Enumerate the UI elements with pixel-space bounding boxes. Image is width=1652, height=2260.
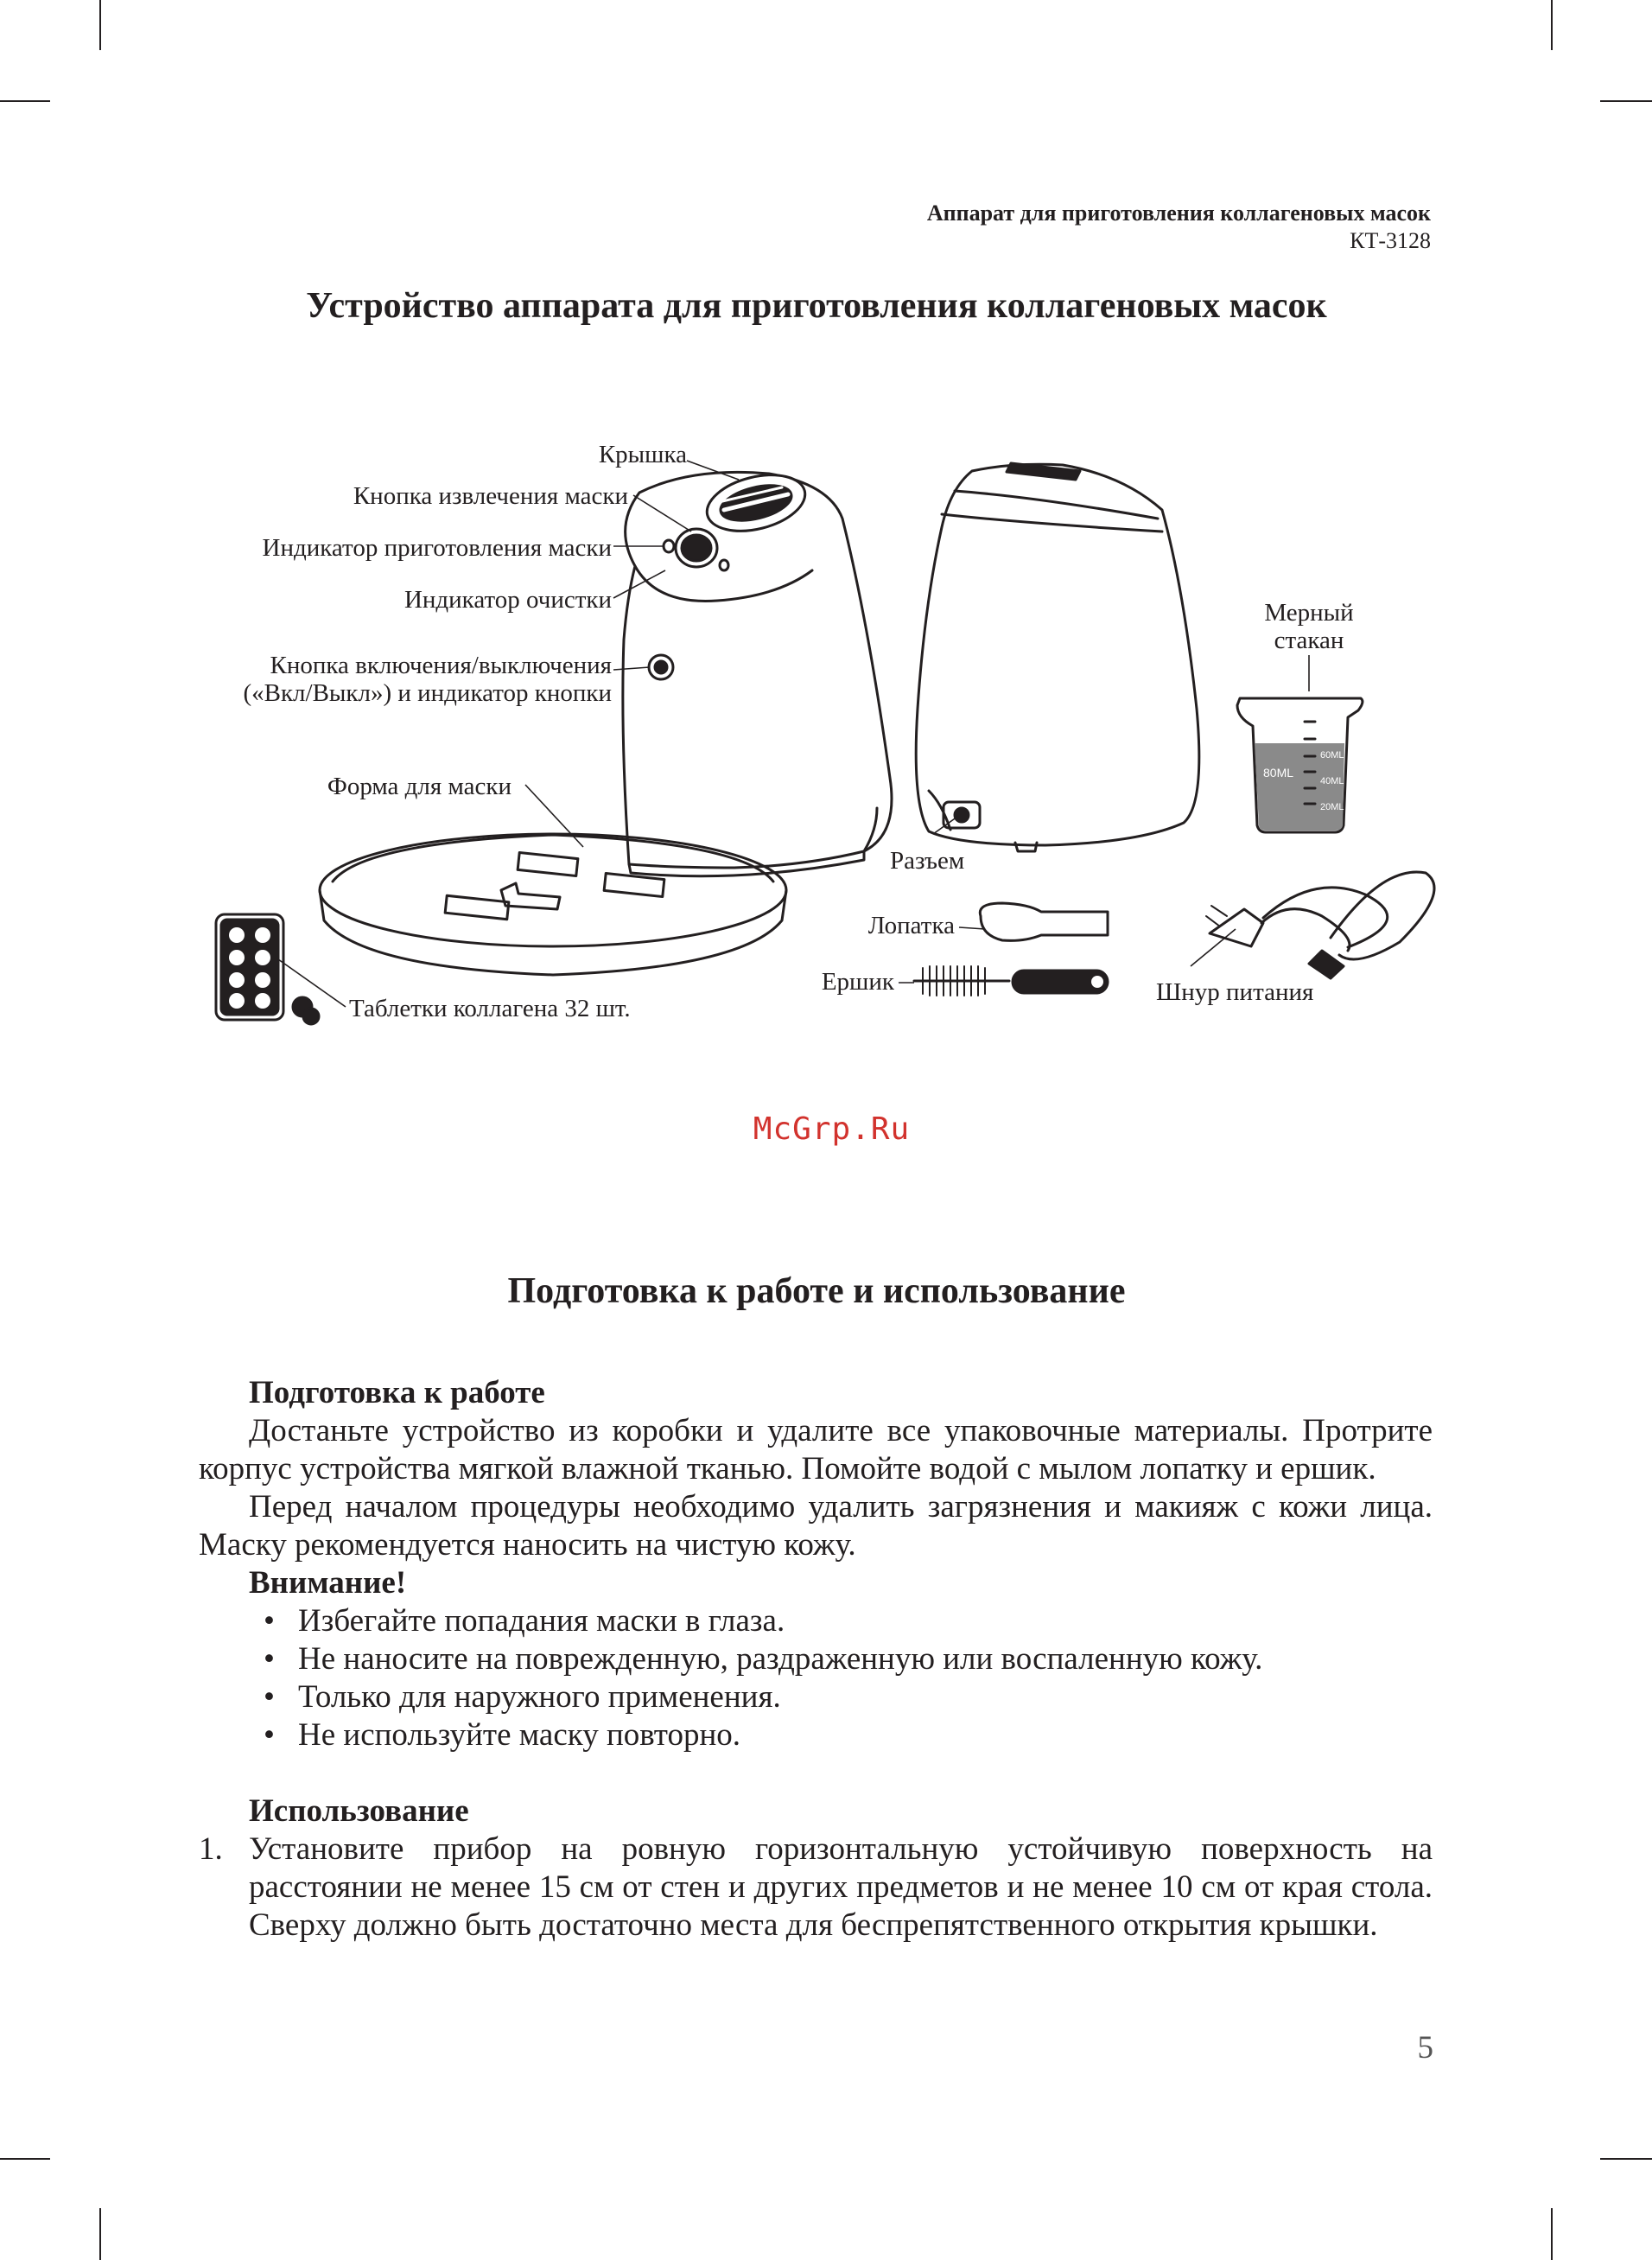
mask-mold-tray — [320, 834, 786, 975]
spatula — [980, 903, 1108, 940]
body-text — [199, 1374, 1433, 1945]
power-cord — [1206, 872, 1434, 978]
device-front-view — [623, 466, 892, 876]
label-measuring-cup-line1: Мерный — [1264, 599, 1354, 627]
label-measuring-cup-line2: стакан — [1274, 627, 1344, 654]
device-diagram — [0, 0, 1652, 1089]
label-mask-ready-indicator: Индикатор приготовления маски — [262, 534, 612, 562]
label-connector: Разъем — [890, 847, 965, 875]
label-mask-eject-button: Кнопка извлечения маски — [353, 482, 628, 510]
warning-list — [199, 1602, 1433, 1754]
cup-mark-40: 40ML — [1320, 776, 1344, 786]
paragraph-preparation-2: Перед началом процедуры необходимо удалить загрязнения и макияж с кожи лица. Маску рекомендуется наносить на чистую кожу. — [199, 1489, 1433, 1563]
section-title-device: Устройство аппарата для приготовления коллагеновых масок — [306, 286, 1327, 326]
page-number: 5 — [1417, 2030, 1433, 2066]
subheading-warning: Внимание! — [249, 1565, 407, 1601]
label-collagen-tablets: Таблетки коллагена 32 шт. — [349, 995, 631, 1022]
warning-item: • Не используйте маску повторно. — [264, 1716, 1433, 1754]
label-spatula: Лопатка — [867, 912, 955, 939]
crop-mark — [99, 2208, 101, 2260]
watermark: McGrp.Ru — [753, 1111, 911, 1147]
cup-mark-20: 20ML — [1320, 802, 1344, 812]
collagen-tablet-pack — [216, 914, 319, 1024]
crop-mark — [1551, 2208, 1553, 2260]
usage-steps — [199, 1830, 1433, 1945]
cup-mark-60: 60ML — [1320, 750, 1344, 761]
usage-step — [199, 1830, 1433, 1945]
paragraph-preparation-1: Достаньте устройство из коробки и удалите все упаковочные материалы. Протрите корпус устройства мягкой влажной тканью. Помойте водой с мылом лопатку и ершик. — [199, 1413, 1433, 1487]
running-header-model: КТ-3128 — [1350, 228, 1431, 253]
label-cleaning-indicator: Индикатор очистки — [403, 586, 612, 614]
crop-mark — [1600, 2158, 1652, 2160]
warning-item: • Не наносите на поврежденную, раздраженную или воспаленную кожу. — [264, 1640, 1433, 1678]
device-back-view — [916, 463, 1199, 851]
label-lid: Крышка — [598, 441, 687, 468]
step-text: Установите прибор на ровную горизонтальную устойчивую поверхность на расстоянии не менее 15 см от стен и других предметов и не менее 10 см от края стола. Сверху должно быть достаточно места для беспрепятственного открытия крышки. — [249, 1831, 1433, 1943]
warning-item: • Избегайте попадания маски в глаза. — [264, 1602, 1433, 1640]
subheading-preparation: Подготовка к работе — [249, 1375, 545, 1410]
step-number: 1. — [199, 1831, 223, 1867]
cup-mark-80: 80ML — [1263, 766, 1294, 780]
warning-item: • Только для наружного применения. — [264, 1678, 1433, 1716]
running-header-title: Аппарат для приготовления коллагеновых масок — [926, 201, 1431, 226]
label-power-button-line2: («Вкл/Выкл») и индикатор кнопки — [243, 679, 612, 707]
section-title-preparation: Подготовка к работе и использование — [507, 1271, 1126, 1311]
label-mask-mold: Форма для маски — [327, 773, 511, 800]
label-power-cord: Шнур питания — [1156, 978, 1314, 1006]
subheading-usage: Использование — [249, 1793, 469, 1829]
label-power-button-line1: Кнопка включения/выключения — [270, 652, 612, 679]
cleaning-brush — [914, 966, 1108, 996]
crop-mark — [0, 2158, 50, 2160]
label-brush: Ершик — [821, 968, 894, 996]
